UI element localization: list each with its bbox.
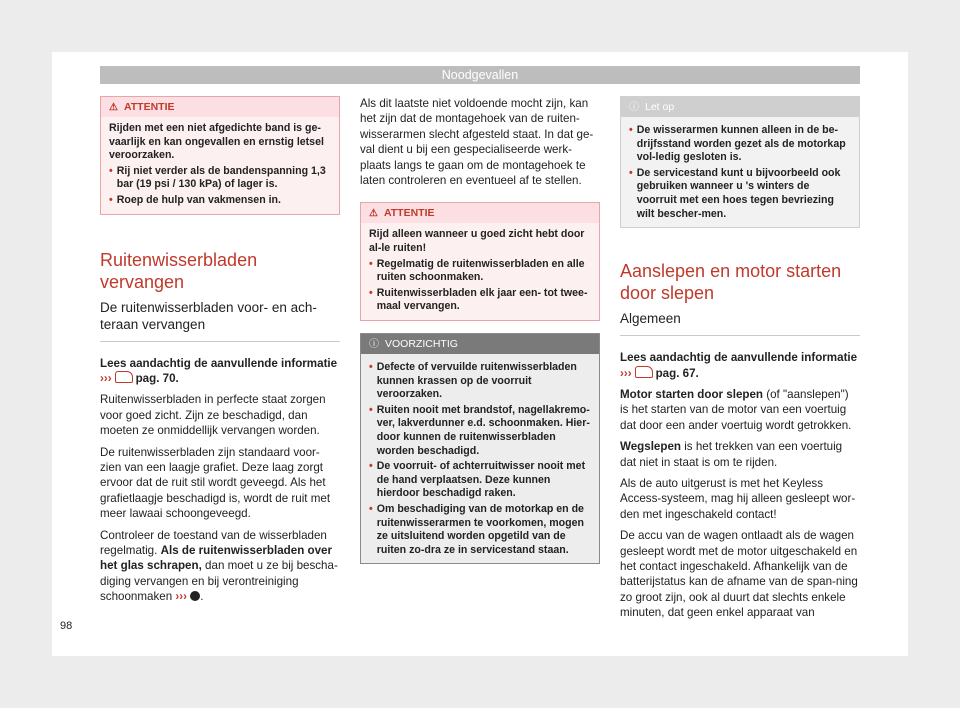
warning-box [100, 96, 340, 215]
paragraph: Wegslepen is het trekken van een voertuig dat niet in staat is om te rijden. [620, 440, 843, 469]
list-item: • De wisserarmen kunnen alleen in de be-drijfsstand worden gezet als de motorkap vol-ledig gesloten is. [629, 124, 846, 164]
reference-page-link[interactable]: pag. 70. [135, 371, 179, 385]
warning-header [361, 203, 599, 223]
info-circle-icon: ⓘ [369, 339, 379, 350]
bullet-icon: • [369, 403, 373, 416]
paragraph: Als dit laatste niet voldoende mocht zijn, kan het zijn dat de montagehoek van de ruiten-wisserarmen slecht afgesteld staat. In dat ge-val dient u bij een gespecialiseerde werk-plaats langs te gaan om de montagehoek te laten controleren en eventueel af te stellen. [360, 97, 594, 188]
section-title: Aanslepen en motor starten door slepen [620, 261, 842, 304]
column-3 [620, 96, 860, 627]
list-item: • Defecte of vervuilde ruitenwisserbladen kunnen krassen op de voorruit veroorzaken. [369, 361, 577, 401]
list-item: • De voorruit- of achterruitwisser nooit met de hand verplaatsen. Deze kunnen hierdoor beschadigd raken. [369, 460, 586, 500]
section-heading-block [620, 260, 860, 336]
reference-arrows: ››› [620, 366, 632, 380]
paragraph: Als de auto uitgerust is met het Keyless Access-systeem, mag hij alleen gesleept wor-den met ingeschakeld contact! [620, 477, 856, 521]
list-item: • Om beschadiging van de motorkap en de ruitenwisserarmen te voorkomen, mogen ze uitsluitend worden opgetild van de ruiten zo-dra ze in servicestand staan. [369, 502, 584, 556]
bullet-icon: • [109, 193, 113, 206]
page-header: Noodgevallen [100, 66, 860, 84]
warning-title: ATTENTIE [123, 101, 175, 113]
column-2 [360, 96, 600, 576]
warning-triangle-icon: ⚠ [369, 208, 378, 220]
bullet-icon: • [629, 124, 633, 136]
car-icon [115, 371, 133, 383]
warning-intro: Rijden met een niet afgedichte band is ge-vaarlijk en kan ongevallen en ernstig letsel veroorzaken. [109, 122, 324, 162]
section-heading-block [100, 249, 340, 342]
note-header [621, 97, 859, 117]
page-number: 98 [60, 620, 73, 632]
list-item: • Ruiten nooit met brandstof, nagellakremo-ver, lakverdunner e.d. schoonmaken. Hier-door kunnen de ruitenwisserbladen worden beschadigd. [369, 403, 590, 457]
column-1 [100, 96, 340, 611]
car-icon [635, 366, 653, 378]
reference-arrows: ››› [100, 371, 112, 385]
info-dot-icon[interactable] [190, 591, 200, 601]
list-item: • Roep de hulp van vakmensen in. [109, 193, 281, 206]
warning-intro: Rijd alleen wanneer u goed zicht hebt door al-le ruiten! [369, 228, 585, 255]
reference-page-link[interactable]: pag. 67. [655, 366, 699, 380]
reference-line: Lees aandachtig de aanvullende informatie ››› pag. 67. [620, 351, 858, 380]
reference-line: Lees aandachtig de aanvullende informatie ››› pag. 70. [100, 356, 338, 385]
section-subtitle: De ruitenwisserbladen voor- en ach-teraan vervangen [100, 299, 317, 332]
bullet-icon: • [369, 502, 373, 515]
bullet-icon: • [109, 164, 113, 177]
bullet-icon: • [369, 361, 373, 373]
list-item: • Ruitenwisserbladen elk jaar een- tot twee-maal vervangen. [369, 286, 588, 313]
warning-header [101, 97, 339, 117]
paragraph: De ruitenwisserbladen zijn standaard voor-zien van een laagje grafiet. Deze laag zorgt ervoor dat de ruit stil wordt geveegd. Als het grafietlaagje beschadigd is, wordt de ruit met meer lawaai schoongeveegd. [100, 445, 331, 521]
list-item: • Regelmatig de ruitenwisserbladen en alle ruiten schoonmaken. [369, 257, 585, 284]
bullet-icon: • [369, 257, 373, 270]
info-circle-icon: ⓘ [629, 102, 639, 113]
note-box [620, 96, 860, 228]
caution-box [360, 333, 600, 564]
paragraph: Motor starten door slepen (of "aanslepen") is het starten van de motor van een voertuig dat door een ander voertuig wordt getrokken. [620, 387, 852, 432]
warning-box [360, 202, 600, 321]
bullet-icon: • [369, 460, 373, 473]
section-subtitle: Algemeen [620, 311, 681, 327]
list-item: • De servicestand kunt u bijvoorbeeld ook gebruiken wanneer u 's winters de voorruit met een hoes tegen bevriezing wilt bescher-men. [629, 166, 841, 220]
bullet-icon: • [369, 286, 373, 299]
paragraph: De accu van de wagen ontlaadt als de wagen gesleept wordt met de motor uitgeschakeld en het contact ingeschakeld. Afhankelijk van de batterijstatus kan de afname van de span-ning zo groot zijn, ook al duurt dat slechts enkele minuten, dat geen enkel apparaat van [620, 529, 858, 620]
caution-header [361, 334, 599, 354]
list-item: • Rij niet verder als de bandenspanning 1,3 bar (19 psi / 130 kPa) of lager is. [109, 164, 326, 191]
warning-triangle-icon: ⚠ [109, 102, 118, 113]
paragraph: Controleer de toestand van de wisserbladen regelmatig. Als de ruitenwisserbladen over het glas schrapen, dan moet u ze bij bescha-diging vervangen en bij verontreiniging schoonmaken ››› . [100, 528, 338, 604]
bullet-icon: • [629, 166, 633, 179]
warning-title: ATTENTIE [383, 207, 435, 220]
note-title: Let op [645, 101, 675, 113]
caution-title: VOORZICHTIG [385, 338, 458, 350]
paragraph: Ruitenwisserbladen in perfecte staat zorgen voor goed zicht. Zijn ze beschadigd, dan moeten ze onmiddellijk vervangen worden. [100, 393, 326, 438]
section-title: Ruitenwisserbladen vervangen [100, 249, 258, 292]
